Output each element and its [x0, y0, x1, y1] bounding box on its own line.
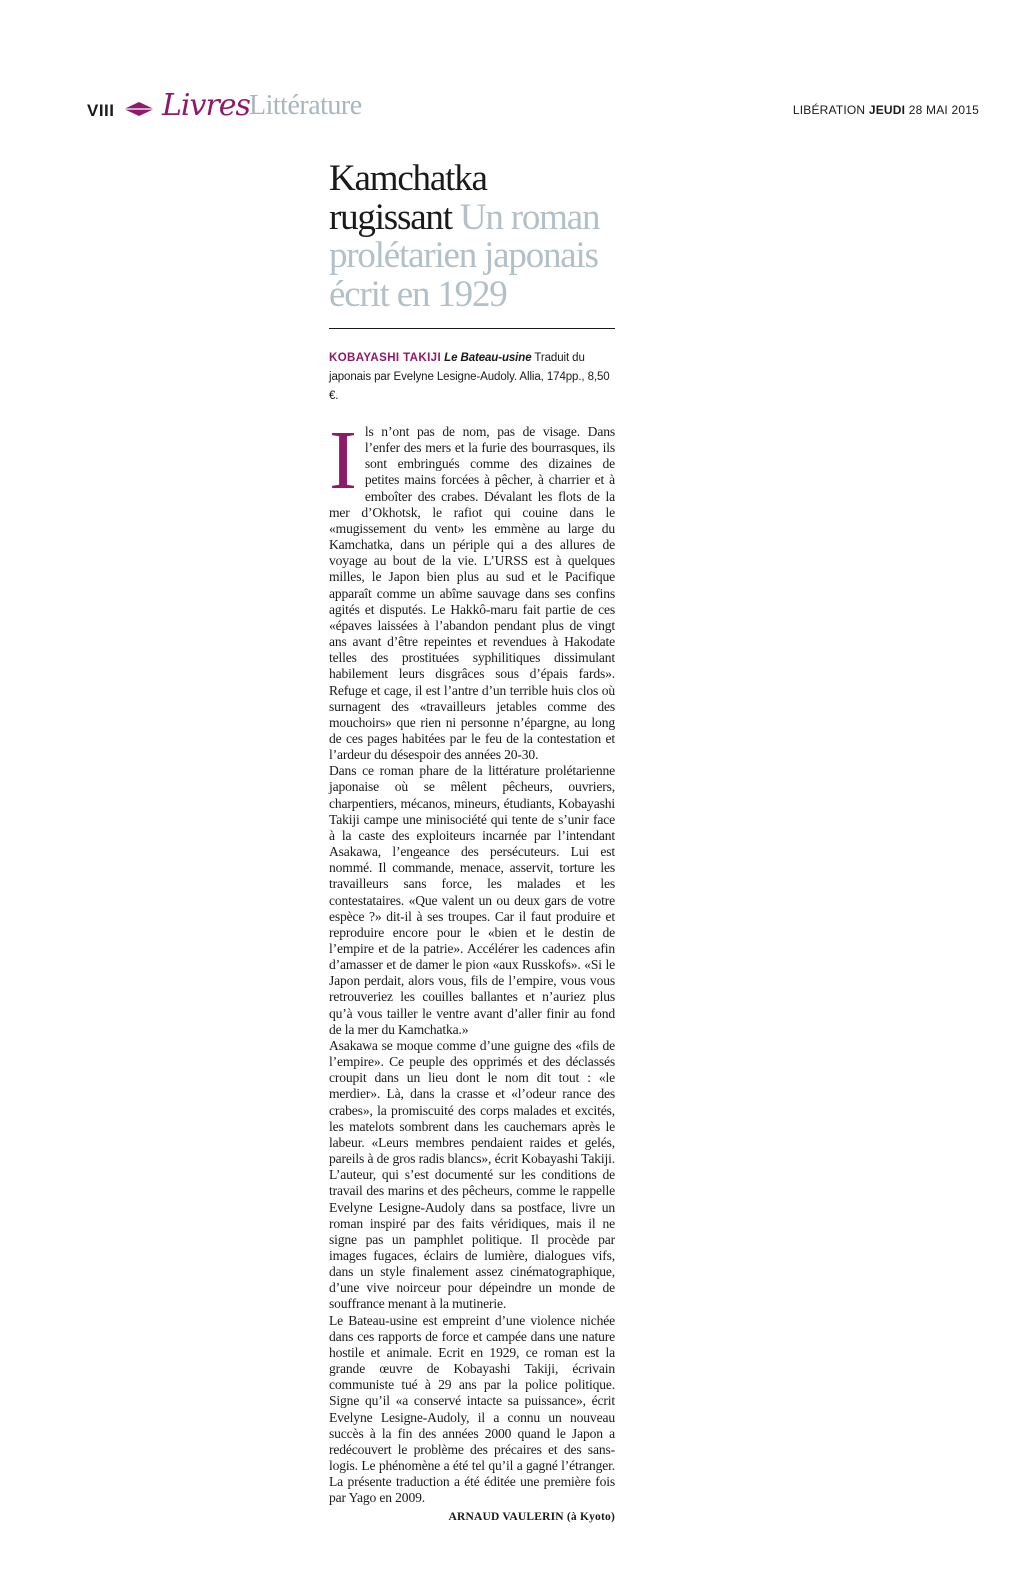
article — [329, 160, 615, 1526]
book-details: Traduit du japonais par Evelyne Lesigne-Audoly. Allia, 174pp., 8,50 €. — [329, 352, 610, 402]
publication-day: JEUDI — [868, 103, 906, 117]
book-title: Le Bateau-usine — [444, 352, 532, 364]
headline-main: Kamchatka rugissant — [329, 158, 487, 238]
headline-subtitle: Un roman prolétarien japonais écrit en 1929 — [329, 196, 600, 315]
headline-rule — [329, 328, 615, 329]
subsection-title: Littérature — [249, 90, 362, 121]
section-title: Livres — [162, 88, 250, 123]
article-signature: ARNAUD VAULERIN (à Kyoto) — [448, 1511, 615, 1524]
paragraph-text: ls n’ont pas de nom, pas de visage. Dans l’enfer des mers et la furie des bourrasques, ils sont embringués comme des dizaines de petites mains forcées à pêcher, à charrier et à emboîter des crabes. Dévalant les flots de la mer d’Okhotsk, le rafiot qui couine dans le «mugissement du vent» les emmène au large du Kamchatka, dans un périple qui a des allures de voyage au bout de la vie. L’URSS est à quelques milles, le Japon bien plus au sud et le Pacifique apparaît comme un abîme sauvage dans ses confins agités et disputés. Le Hakkô-maru fait partie de ces «épaves laissées à l’abandon pendant plus de vingt ans avant d’être repeintes et revendues à Hakodate telles des prostituées syphilitiques dissimulant habilement leurs disgrâces sous d’épais fards». Refuge et cage, il est l’antre d’un terrible huis clos où surnagent des «travailleurs jetables comme des mouchoirs» que rien ni personne n’épargne, au long de ces pages habitées par le feu de la contestation et l’ardeur du désespoir des années 20-30. — [329, 424, 615, 763]
publication-dateline — [793, 103, 979, 117]
article-body — [329, 414, 615, 1526]
page-folio: VIII — [87, 101, 115, 120]
drop-cap: I — [329, 414, 357, 507]
diamond-ornament-icon — [124, 102, 154, 116]
publication-name: LIBÉRATION — [792, 103, 866, 117]
article-paragraph — [329, 414, 615, 763]
article-headline — [329, 160, 615, 314]
article-paragraph: Dans ce roman phare de la littérature prolétarienne japonaise où se mêlent pêcheurs, ouvriers, charpentiers, mécanos, mineurs, étudiants, Kobayashi Takiji campe une minisociété qui tente de s’unir face à la caste des exploiteurs incarnée par l’intendant Asakawa, l’engeance des persécuteurs. Lui est nommé. Il commande, menace, asservit, torture les travailleurs sans force, les malades et les contestataires. «Que valent un ou deux gars de votre espèce ?» dit-il à ses troupes. Car il faut produire et reproduire encore pour le «bien et le destin de l’empire et de la patrie». Accélérer les cadences afin d’amasser et de damer le pion «aux Russkofs». «Si le Japon perdait, alors vous, fils de l’empire, vous vous retrouveriez les couilles ballantes et n’auriez plus qu’à vous tailler le ventre avant d’aller finir au fond de la mer du Kamchatka.» — [329, 763, 615, 1037]
book-author: KOBAYASHI TAKIJI — [329, 352, 442, 364]
page-header — [0, 0, 1036, 130]
book-credits — [329, 349, 615, 406]
article-paragraph: Le Bateau-usine est empreint d’une violence nichée dans ces rapports de force et campée dans une nature hostile et animale. Ecrit en 1929, ce roman est la grande œuvre de Kobayashi Takiji, écrivain communiste tué à 29 ans par la police politique. Signe qu’il «a conservé intacte sa puissance», écrit Evelyne Lesigne-Audoly, il a connu un nouveau succès à la fin des années 2000 quand le Japon a redécouvert le problème des précaires et des sans-logis. Le phénomène a été tel qu’il a gagné l’étranger. La présente traduction a été éditée une première fois par Yago en 2009. — [329, 1312, 615, 1506]
publication-date: 28 MAI 2015 — [908, 103, 979, 117]
article-paragraph: Asakawa se moque comme d’une guigne des «fils de l’empire». Ce peuple des opprimés et des déclassés croupit dans un lieu dont le nom dit tout : «le merdier». Là, dans la crasse et «l’odeur rance des crabes», la promiscuité des corps malades et excités, les matelots sombrent dans les cauchemars après le labeur. «Leurs membres pendaient raides et gelés, pareils à de gros radis blancs», écrit Kobayashi Takiji. L’auteur, qui s’est documenté sur les conditions de travail des marins et des pêcheurs, comme le rappelle Evelyne Lesigne-Audoly dans sa postface, livre un roman inspiré par des faits véridiques, mais il ne signe pas un pamphlet politique. Il procède par images fugaces, éclairs de lumière, dialogues vifs, dans un style finalement assez cinématographique, d’une vive noirceur pour dépeindre un monde de souffrance menant à la mutinerie. — [329, 1037, 615, 1312]
